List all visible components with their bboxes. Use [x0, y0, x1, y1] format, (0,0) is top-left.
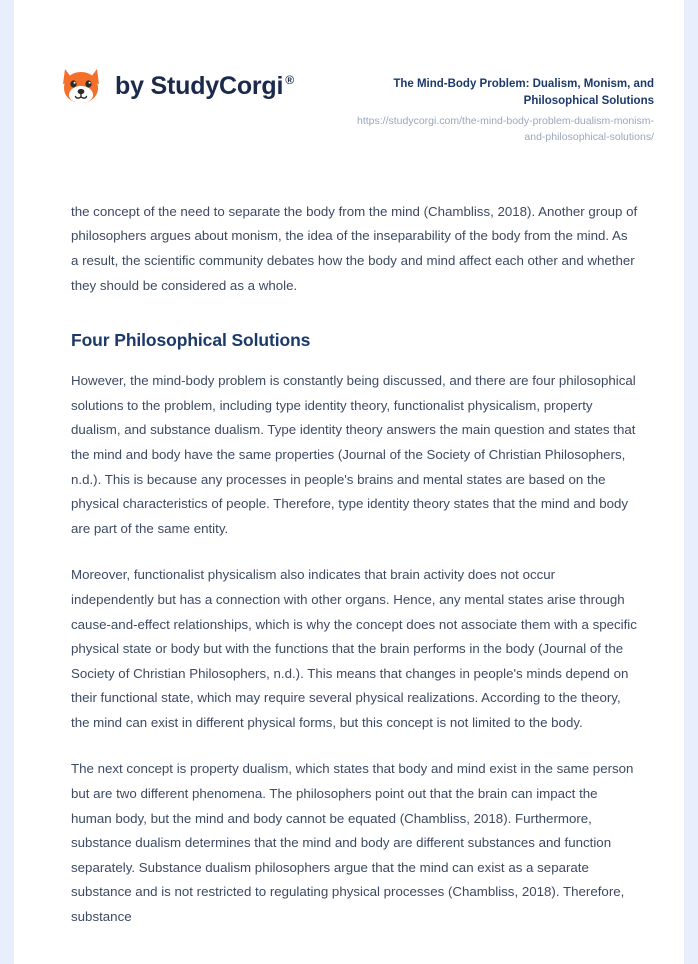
registered-mark: ® [285, 73, 294, 88]
left-rail [0, 0, 14, 964]
section-heading-four-philosophical-solutions: Four Philosophical Solutions [71, 330, 311, 351]
brand[interactable] [59, 58, 294, 108]
right-rail [684, 0, 698, 964]
paragraph-intro: the concept of the need to separate the body from the mind (Chambliss, 2018). Another group of philosophers argues about monism, the idea of the inseparability of the body from the mind. As a result, the scientific community debates how the body and mind affect each other and whether they should be considered as a whole. [71, 203, 638, 293]
document-meta [354, 58, 654, 145]
document-content [14, 200, 684, 930]
document-url[interactable]: https://studycorgi.com/the-mind-body-problem-dualism-monism-and-philosophical-solutions/ [356, 115, 654, 143]
paragraph-property-dualism: The next concept is property dualism, which states that body and mind exist in the same person but are two different phenomena. The philosophers point out that the brain can impact the human body, but the mind and body cannot be equated (Chambliss, 2018). Furthermore, substance dualism determines that the mind and body are different substances and function separately. Substance dualism philosophers argue that the mind can exist as a separate substance and is not restricted to regulating physical processes (Chambliss, 2018). Therefore, substance [71, 761, 634, 925]
document-header [14, 14, 684, 145]
brand-name: by StudyCorgi ® [115, 71, 294, 100]
document-title: The Mind-Body Problem: Dualism, Monism, and Philosophical Solutions [393, 78, 654, 107]
corgi-dog-icon [59, 64, 103, 108]
document-sheet [14, 14, 684, 934]
paragraph-functionalist-physicalism: Moreover, functionalist physicalism also indicates that brain activity does not occur independently but has a connection with other organs. Hence, any mental states arise through cause-and-effect relationships, which is why the concept does not associate them with a specific physical state or body but with the functions that the brain performs in the body (Journal of the Society of Christian Philosophers, n.d.). This means that changes in people's minds depend on their functional state, which may require several physical realizations. According to the theory, the mind can exist in different physical forms, but this concept is not limited to the body. [71, 567, 637, 730]
paragraph-type-identity: However, the mind-body problem is constantly being discussed, and there are four philosophical solutions to the problem, including type identity theory, functionalist physicalism, property dualism, and substance dualism. Type identity theory answers the main question and states that the mind and body have the same properties (Journal of the Society of Christian Philosophers, n.d.). This is because any processes in people's brains and mental states are based on the physical characteristics of people. Therefore, type identity theory states that the mind and body are part of the same entity. [71, 373, 636, 536]
